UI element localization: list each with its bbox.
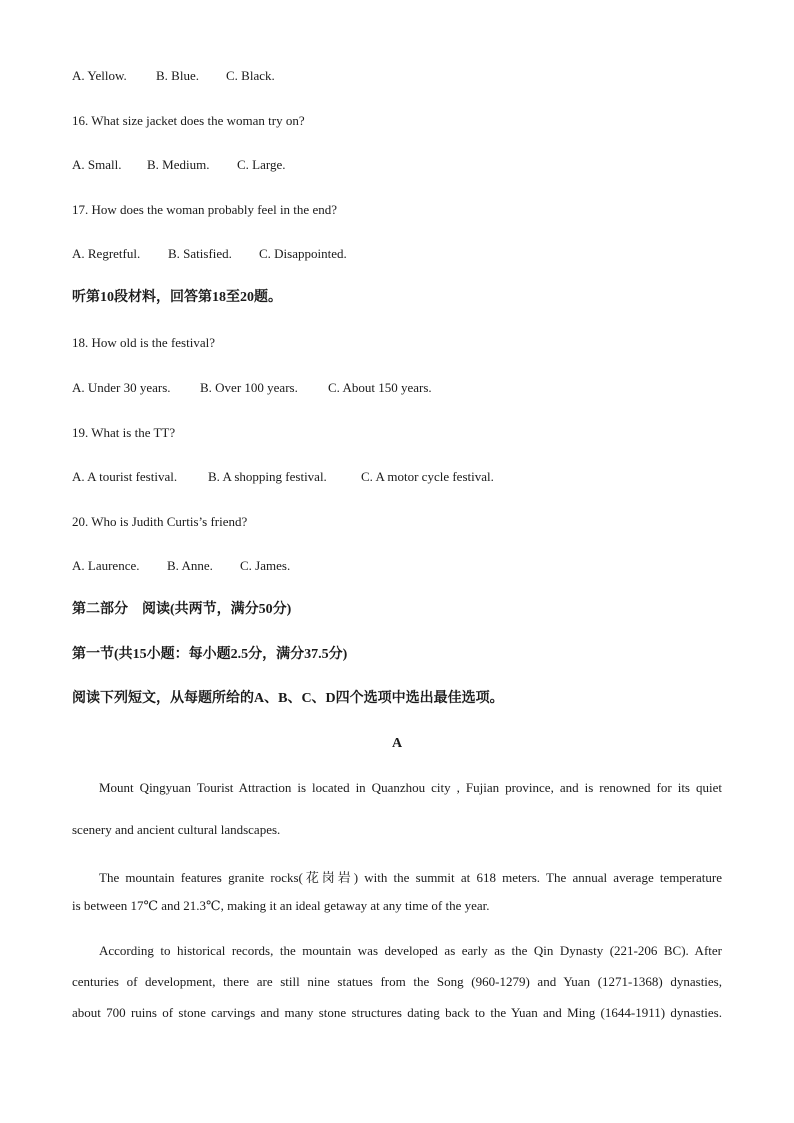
q17-option-b: B. Satisfied. xyxy=(168,246,232,261)
passage-label: A xyxy=(391,736,403,751)
q16-question: 16. What size jacket does the woman try on? xyxy=(72,113,305,128)
q17-option-a: A. Regretful. xyxy=(72,246,141,261)
q15-option-c: C. Black. xyxy=(226,68,275,83)
q15-options xyxy=(72,68,275,84)
q15-option-a: A. Yellow. xyxy=(72,68,127,83)
passage-p1-line2: scenery and ancient cultural landscapes. xyxy=(72,822,281,837)
q17-options xyxy=(72,246,347,262)
passage-p1-line1: Mount Qingyuan Tourist Attraction is located in Quanzhou city , Fujian province, and is renowned for its quiet xyxy=(99,780,722,795)
q18-options xyxy=(72,380,432,396)
q17-option-c: C. Disappointed. xyxy=(259,246,347,261)
q17-question: 17. How does the woman probably feel in the end? xyxy=(72,202,337,217)
q16-option-a: A. Small. xyxy=(72,157,122,172)
q20-question: 20. Who is Judith Curtis’s friend? xyxy=(72,514,248,529)
section1-heading: 第一节(共15小题：每小题2.5分，满分37.5分) xyxy=(72,647,348,662)
passage-p3-line2: centuries of development, there are still nine statues from the Song (960-1279) and Yuan (1271-1368) dynasties, xyxy=(72,974,722,989)
q19-options xyxy=(72,469,494,485)
q16-option-c: C. Large. xyxy=(237,157,286,172)
q19-option-c: C. A motor cycle festival. xyxy=(361,469,494,484)
part2-heading: 第二部分 阅读(共两节，满分50分) xyxy=(72,602,292,617)
passage-p3-line3: about 700 ruins of stone carvings and many stone structures dating back to the Yuan and Ming (1644-1911) dynasties. xyxy=(72,1005,722,1020)
q19-option-a: A. A tourist festival. xyxy=(72,469,178,484)
q20-option-b: B. Anne. xyxy=(167,558,213,573)
q18-option-b: B. Over 100 years. xyxy=(200,380,298,395)
q19-question: 19. What is the TT? xyxy=(72,425,176,440)
q20-option-a: A. Laurence. xyxy=(72,558,140,573)
q16-options xyxy=(72,157,286,173)
q15-option-b: B. Blue. xyxy=(156,68,199,83)
q19-option-b: B. A shopping festival. xyxy=(208,469,327,484)
passage-p3-line1: According to historical records, the mountain was developed as early as the Qin Dynasty (221-206 BC). After xyxy=(99,943,722,958)
q20-option-c: C. James. xyxy=(240,558,291,573)
q20-options xyxy=(72,558,290,574)
instructions: 阅读下列短文，从每题所给的A、B、C、D四个选项中选出最佳选项。 xyxy=(72,691,504,706)
q18-option-c: C. About 150 years. xyxy=(328,380,432,395)
q16-option-b: B. Medium. xyxy=(147,157,210,172)
q18-option-a: A. Under 30 years. xyxy=(72,380,171,395)
q18-question: 18. How old is the festival? xyxy=(72,335,215,350)
passage-p2-line1: The mountain features granite rocks(花岗岩) with the summit at 618 meters. The annual average temperature xyxy=(99,870,722,885)
passage-p2-line2: is between 17℃ and 21.3℃, making it an ideal getaway at any time of the year. xyxy=(72,898,490,913)
section-10-heading: 听第10段材料，回答第18至20题。 xyxy=(72,290,282,305)
